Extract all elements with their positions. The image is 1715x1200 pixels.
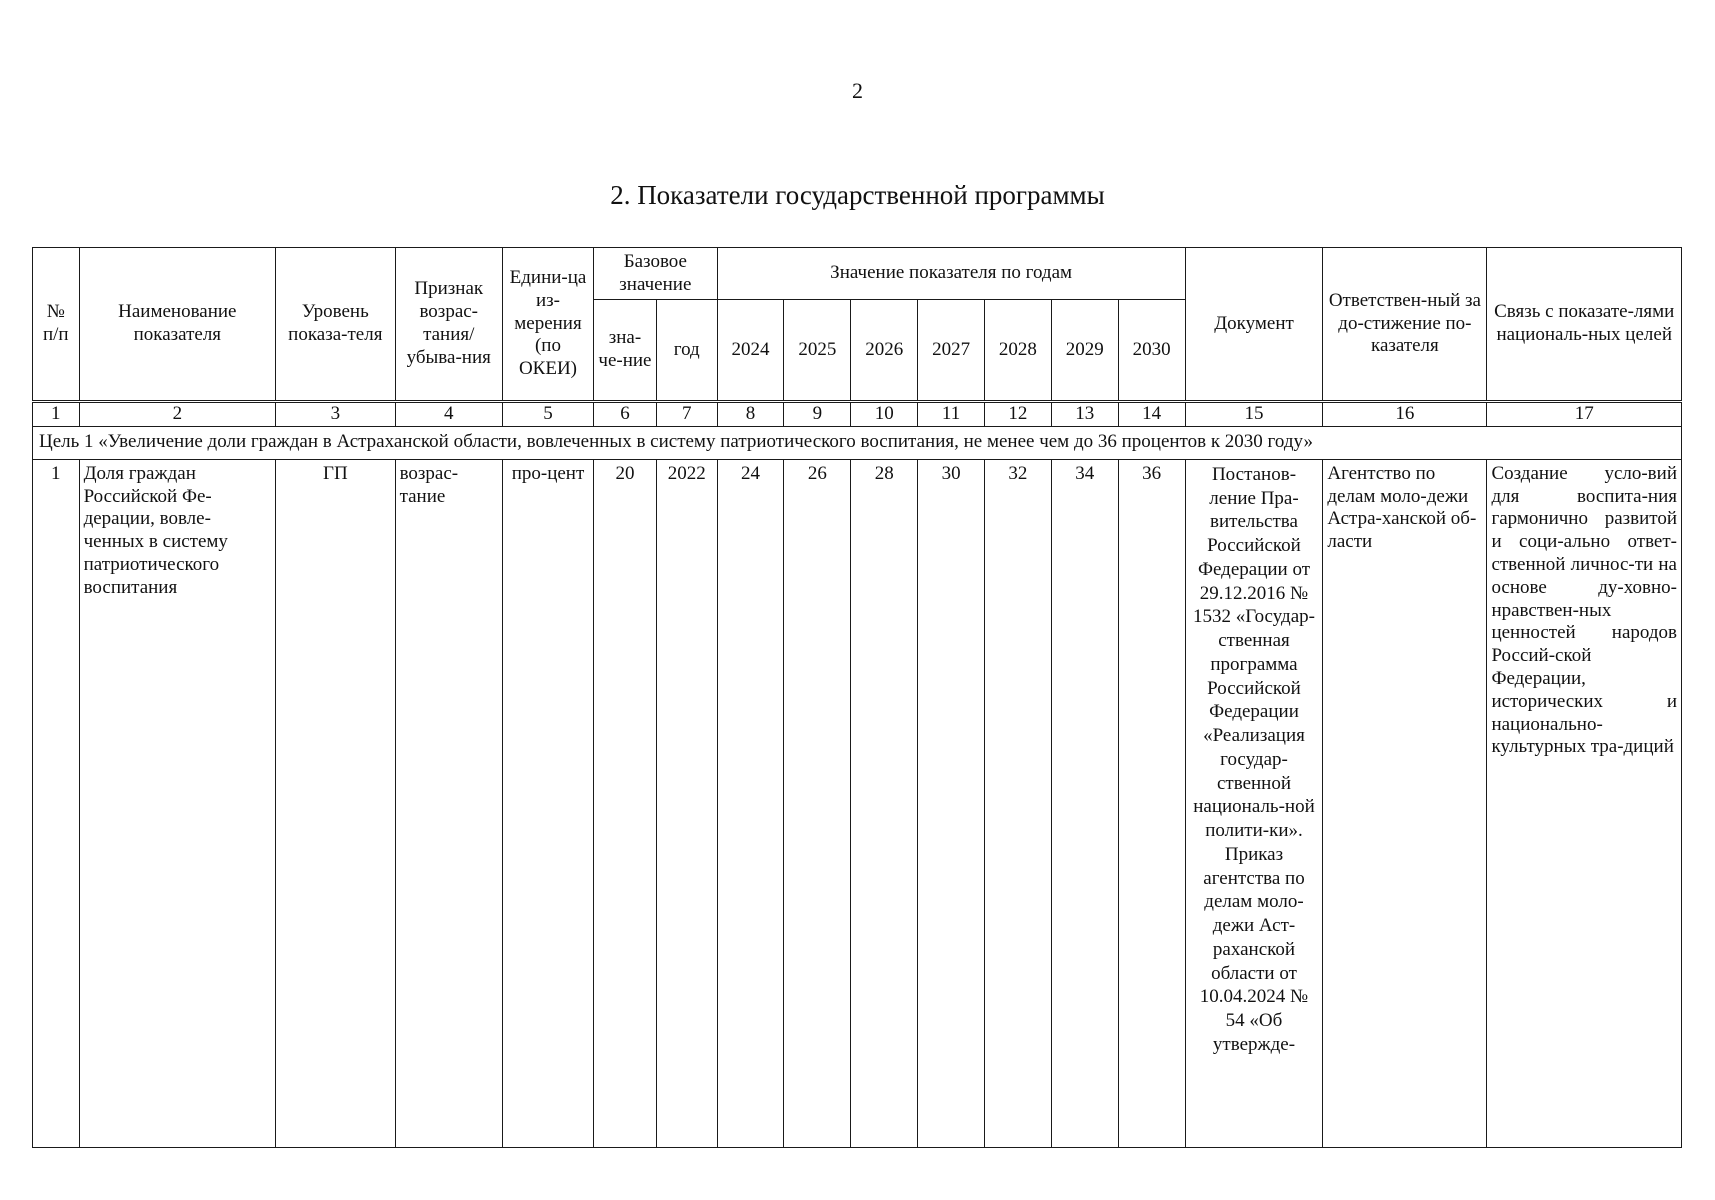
section-title: 2. Показатели государственной программы [610, 180, 1105, 210]
column-number: 14 [1118, 402, 1185, 427]
page-number: 2 [852, 78, 863, 103]
header-link: Связь с показате-лями националь-ных целей [1487, 248, 1682, 402]
header-years-group: Значение показателя по годам [717, 248, 1185, 300]
responsible-text: Агентство по делам моло-дежи Астра-ханской об-ласти [1323, 459, 1487, 1147]
column-number: 7 [656, 402, 717, 427]
goal-row [33, 426, 1682, 459]
indicator-level: ГП [276, 459, 396, 1147]
header-base-year: год [656, 300, 717, 402]
indicator-name: Доля граждан Российской Фе-дерации, вовле-ченных в систему патриотического воспитания [79, 459, 275, 1147]
column-number: 3 [276, 402, 396, 427]
value-2024: 24 [717, 459, 784, 1147]
header-base-group: Базовое значение [594, 248, 718, 300]
column-number: 12 [985, 402, 1052, 427]
column-number: 9 [784, 402, 851, 427]
base-year: 2022 [656, 459, 717, 1147]
column-number: 8 [717, 402, 784, 427]
header-year-2028: 2028 [985, 300, 1052, 402]
column-number: 5 [502, 402, 593, 427]
column-number: 4 [395, 402, 502, 427]
header-year-2026: 2026 [851, 300, 918, 402]
value-2030: 36 [1118, 459, 1185, 1147]
value-2027: 30 [918, 459, 985, 1147]
header-num: № п/п [33, 248, 80, 402]
header-year-2024: 2024 [717, 300, 784, 402]
header-trend: Признак возрас-тания/ убыва-ния [395, 248, 502, 402]
column-number: 16 [1323, 402, 1487, 427]
goal-text: Цель 1 «Увеличение доли граждан в Астраханской области, вовлеченных в систему патриотического воспитания, не менее чем до 36 процентов к 2030 году» [33, 426, 1682, 459]
column-number: 6 [594, 402, 657, 427]
header-year-2029: 2029 [1051, 300, 1118, 402]
column-number: 2 [79, 402, 275, 427]
header-base-value: зна-че-ние [594, 300, 657, 402]
table-row [33, 459, 1682, 1147]
indicators-table [32, 247, 1682, 1148]
header-year-2025: 2025 [784, 300, 851, 402]
header-year-2027: 2027 [918, 300, 985, 402]
column-number: 15 [1185, 402, 1323, 427]
document-text: Постанов-ление Пра-вительства Российской Федерации от 29.12.2016 № 1532 «Государ-ственная программа Российской Федерации «Реализация государ-ственной националь-ной полити-ки». Приказ агентства по делам моло-дежи Аст-раханской области от 10.04.2024 № 54 «Об утвержде- [1185, 459, 1323, 1147]
column-number: 17 [1487, 402, 1682, 427]
column-number: 10 [851, 402, 918, 427]
column-number: 1 [33, 402, 80, 427]
column-number: 11 [918, 402, 985, 427]
value-2026: 28 [851, 459, 918, 1147]
header-name: Наименование показателя [79, 248, 275, 402]
indicator-unit: про-цент [502, 459, 593, 1147]
value-2028: 32 [985, 459, 1052, 1147]
header-row-1 [33, 248, 1682, 300]
row-num: 1 [33, 459, 80, 1147]
header-unit: Едини-ца из-мерения (по ОКЕИ) [502, 248, 593, 402]
value-2029: 34 [1051, 459, 1118, 1147]
header-year-2030: 2030 [1118, 300, 1185, 402]
base-value: 20 [594, 459, 657, 1147]
indicator-trend: возрас-тание [395, 459, 502, 1147]
column-number-row [33, 402, 1682, 427]
header-document: Документ [1185, 248, 1323, 402]
header-level: Уровень показа-теля [276, 248, 396, 402]
national-goals-link-text: Создание усло-вий для воспита-ния гармонично развитой и соци-ально ответ-ственной личнос-ти на основе ду-ховно-нравствен-ных ценностей народов Россий-ской Федерации, исторических и национально-культурных тра-диций [1487, 459, 1682, 1147]
value-2025: 26 [784, 459, 851, 1147]
column-number: 13 [1051, 402, 1118, 427]
header-responsible: Ответствен-ный за до-стижение по-казателя [1323, 248, 1487, 402]
